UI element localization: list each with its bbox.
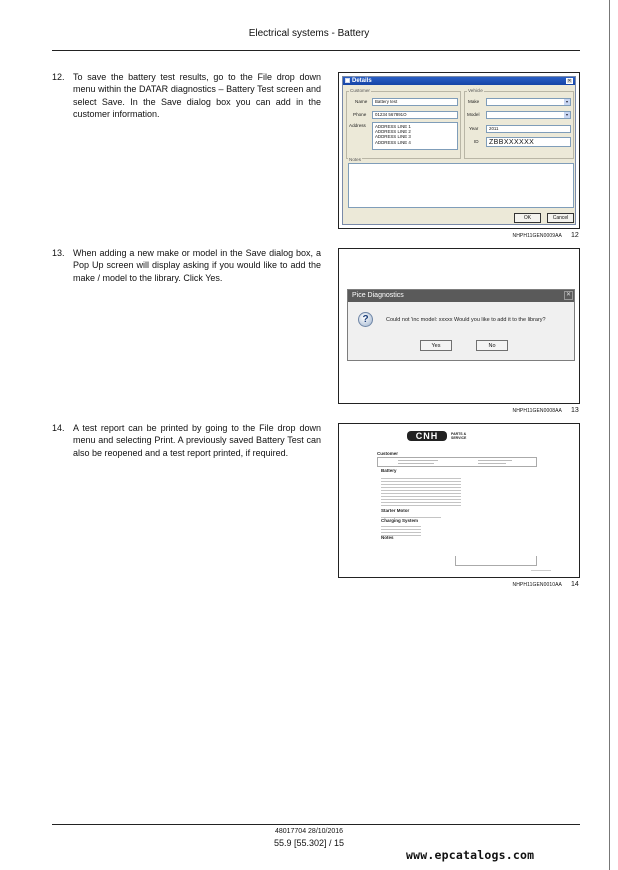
yes-button[interactable]: Yes bbox=[420, 340, 452, 351]
make-label: Make bbox=[468, 99, 480, 104]
cancel-button[interactable]: Cancel bbox=[547, 213, 574, 223]
notes-field[interactable] bbox=[348, 163, 574, 208]
id-label: ID bbox=[474, 139, 479, 144]
no-button[interactable]: No bbox=[476, 340, 508, 351]
cnh-logo: CNH bbox=[407, 431, 447, 441]
page-number: 55.9 [55.302] / 15 bbox=[273, 838, 345, 848]
figure-code: NHPH11GEN0009AA bbox=[512, 233, 562, 239]
test-report bbox=[361, 427, 565, 575]
model-dropdown[interactable] bbox=[486, 111, 571, 119]
notes-heading: Notes bbox=[381, 535, 394, 540]
chevron-down-icon[interactable]: ▾ bbox=[565, 112, 568, 117]
step-text: To save the battery test results, go to the File drop down menu within the DATAR diagnostics – Battery Test screen and select Save. In the Save dialog box you can add in the customer information. bbox=[73, 72, 321, 119]
figure-14 bbox=[338, 423, 580, 578]
chevron-down-icon[interactable]: ▾ bbox=[565, 99, 568, 104]
address-line: ADDRESS LINE 4 bbox=[375, 139, 411, 145]
address-line: ADDRESS LINE 3 bbox=[375, 134, 411, 140]
battery-heading: Battery bbox=[381, 468, 397, 473]
report-line bbox=[478, 463, 506, 464]
make-dropdown[interactable] bbox=[486, 98, 571, 106]
name-field[interactable]: Battery test bbox=[372, 98, 458, 106]
details-title: Details bbox=[352, 78, 372, 84]
address-line: ADDRESS LINE 2 bbox=[375, 129, 411, 135]
customer-group-label: Customer bbox=[350, 88, 370, 93]
report-line bbox=[478, 460, 512, 461]
details-dialog bbox=[342, 76, 576, 225]
charging-heading: Charging System bbox=[381, 518, 419, 523]
notes-label: Notes bbox=[349, 157, 362, 162]
figure-code: NHPH11GEN0010AA bbox=[512, 582, 562, 588]
app-icon bbox=[345, 78, 350, 83]
id-field[interactable]: ZBBXXXXXX bbox=[486, 137, 571, 147]
report-line bbox=[398, 463, 434, 464]
figure-number: 13 bbox=[571, 407, 579, 414]
address-field[interactable] bbox=[372, 122, 458, 150]
figure-number: 14 bbox=[571, 581, 579, 588]
step-12 bbox=[52, 71, 322, 123]
step-number: 13. bbox=[52, 248, 65, 258]
report-footer-line bbox=[531, 570, 551, 571]
close-icon[interactable]: ✕ bbox=[567, 78, 572, 84]
step-text: A test report can be printed by going to the File drop down menu and selecting Print. A previously saved Battery Test can also be reopened and a test report printed, if required. bbox=[73, 423, 321, 458]
step-14 bbox=[52, 422, 322, 474]
model-label: Model bbox=[467, 112, 480, 117]
doc-reference: 48017704 28/10/2016 bbox=[274, 828, 344, 835]
pice-title-bar bbox=[348, 290, 574, 302]
question-icon: ? bbox=[358, 312, 373, 327]
customer-box bbox=[377, 457, 537, 467]
starter-heading: Starter Motor bbox=[381, 508, 410, 513]
pice-dialog bbox=[347, 289, 575, 361]
year-field[interactable]: 2011 bbox=[486, 125, 571, 133]
pice-title: Pice Diagnostics bbox=[352, 292, 404, 299]
website-watermark: www.epcatalogs.com bbox=[406, 848, 535, 862]
name-label: Name bbox=[355, 99, 368, 104]
step-number: 14. bbox=[52, 423, 65, 433]
logo-subtitle: PARTS & SERVICE bbox=[451, 432, 467, 440]
figure-number: 12 bbox=[571, 232, 579, 239]
step-13 bbox=[52, 247, 322, 287]
figure-code: NHPH11GEN0008AA bbox=[512, 408, 562, 414]
details-title-bar bbox=[343, 77, 575, 85]
page-edge-line bbox=[609, 0, 610, 870]
ok-button[interactable]: OK bbox=[514, 213, 541, 223]
report-line bbox=[398, 460, 438, 461]
header-divider bbox=[52, 50, 580, 51]
customer-heading: Customer bbox=[377, 451, 399, 456]
phone-label: Phone bbox=[353, 112, 367, 117]
page-header-title: Electrical systems - Battery bbox=[248, 28, 370, 39]
close-icon[interactable]: ✕ bbox=[565, 292, 572, 298]
footer-divider bbox=[52, 824, 580, 825]
battery-rows bbox=[381, 476, 461, 506]
phone-field[interactable]: 01234 567891O bbox=[372, 111, 458, 119]
figure-13 bbox=[338, 248, 580, 404]
step-number: 12. bbox=[52, 72, 65, 82]
pice-message: Could not 'inc model: xxxxx Would you like to add it to the library? bbox=[386, 317, 546, 323]
address-line: ADDRESS LINE 1 bbox=[375, 124, 411, 129]
signature-box bbox=[455, 556, 537, 566]
figure-12 bbox=[338, 72, 580, 229]
vehicle-group-label: Vehicle bbox=[468, 88, 483, 93]
step-text: When adding a new make or model in the Save dialog box, a Pop Up screen will display asking if you would like to add the make / model to the library. Click Yes. bbox=[73, 248, 321, 283]
year-label: Year bbox=[469, 126, 479, 131]
address-label: Address bbox=[349, 123, 366, 128]
